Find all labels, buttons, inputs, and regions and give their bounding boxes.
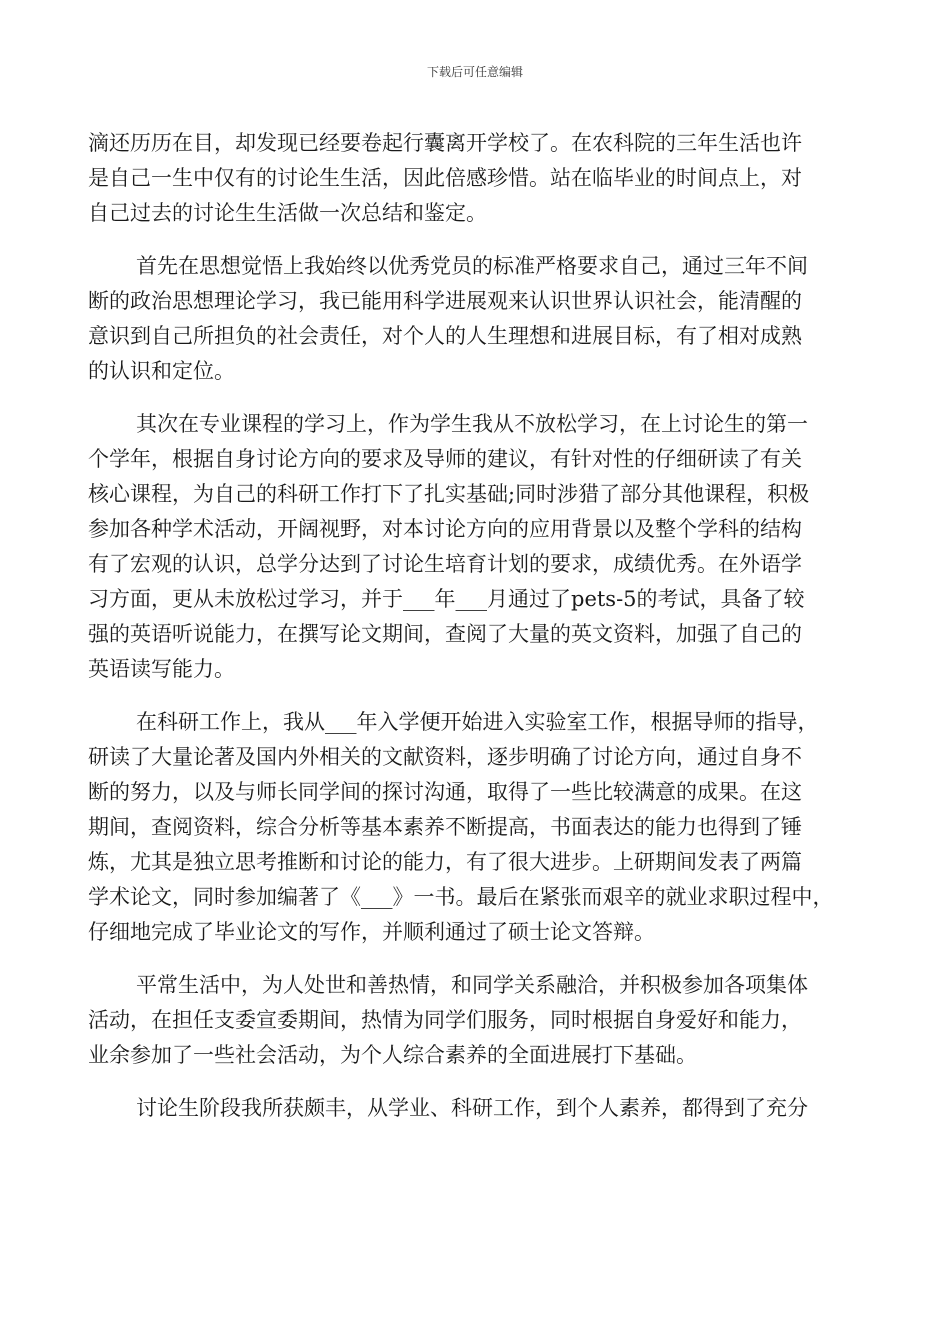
text-line: 炼，尤其是独立思考推断和讨论的能力，有了很大进步。上研期间发表了两篇 [88, 850, 802, 874]
paragraph-1 [88, 126, 858, 231]
text-line: 在科研工作上，我从___年入学便开始进入实验室工作，根据导师的指导， [136, 710, 819, 734]
text-line: 强的英语听说能力，在撰写论文期间，查阅了大量的英文资料，加强了自己的 [88, 622, 802, 646]
text-line: 活动，在担任支委宣委期间，热情为同学们服务，同时根据自身爱好和能力， [88, 1008, 802, 1032]
text-line: 参加各种学术活动，开阔视野，对本讨论方向的应用背景以及整个学科的结构 [88, 517, 802, 541]
text-line: 有了宏观的认识，总学分达到了讨论生培育计划的要求，成绩优秀。在外语学 [88, 552, 802, 576]
text-line: 自己过去的讨论生生活做一次总结和鉴定。 [88, 201, 487, 225]
text-line: 断的政治思想理论学习，我已能用科学进展观来认识世界认识社会，能清醒的 [88, 289, 802, 313]
text-line: 断的努力，以及与师长同学间的探讨沟通，取得了一些比较满意的成果。在这 [88, 780, 802, 804]
text-line: 仔细地完成了毕业论文的写作，并顺利通过了硕士论文答辩。 [88, 920, 655, 944]
paragraph-3 [88, 407, 858, 687]
text-line: 学术论文，同时参加编著了《___》一书。最后在紧张而艰辛的就业求职过程中， [88, 885, 834, 909]
text-line: 研读了大量论著及国内外相关的文献资料，逐步明确了讨论方向，通过自身不 [88, 745, 802, 769]
text-line: 首先在思想觉悟上我始终以优秀党员的标准严格要求自己，通过三年不间 [136, 254, 808, 278]
text-line: 滴还历历在目，却发现已经要卷起行囊离开学校了。在农科院的三年生活也许 [88, 131, 802, 155]
paragraph-4 [88, 705, 858, 950]
document-body [88, 126, 858, 1126]
text-line: 是自己一生中仅有的讨论生生活，因此倍感珍惜。站在临毕业的时间点上，对 [88, 166, 802, 190]
text-line: 意识到自己所担负的社会责任，对个人的人生理想和进展目标，有了相对成熟 [88, 324, 802, 348]
text-line: 的认识和定位。 [88, 359, 235, 383]
text-line: 其次在专业课程的学习上，作为学生我从不放松学习，在上讨论生的第一 [136, 412, 808, 436]
text-line: 讨论生阶段我所获颇丰，从学业、科研工作，到个人素养，都得到了充分 [136, 1096, 808, 1120]
paragraph-6 [88, 1091, 858, 1126]
text-line: 个学年，根据自身讨论方向的要求及导师的建议，有针对性的仔细研读了有关 [88, 447, 802, 471]
text-line: 习方面，更从未放松过学习，并于___年___月通过了pets-5的考试，具备了较 [88, 587, 805, 611]
text-line: 核心课程，为自己的科研工作打下了扎实基础;同时涉猎了部分其他课程，积极 [88, 482, 810, 506]
text-line: 英语读写能力。 [88, 657, 235, 681]
page-header: 下载后可任意编辑 [426, 65, 523, 79]
text-line: 期间，查阅资料，综合分析等基本素养不断提高，书面表达的能力也得到了锤 [88, 815, 802, 839]
paragraph-5 [88, 968, 858, 1073]
text-line: 业余参加了一些社会活动，为个人综合素养的全面进展打下基础。 [88, 1043, 697, 1067]
paragraph-2 [88, 249, 858, 389]
text-line: 平常生活中，为人处世和善热情，和同学关系融洽，并积极参加各项集体 [136, 973, 808, 997]
